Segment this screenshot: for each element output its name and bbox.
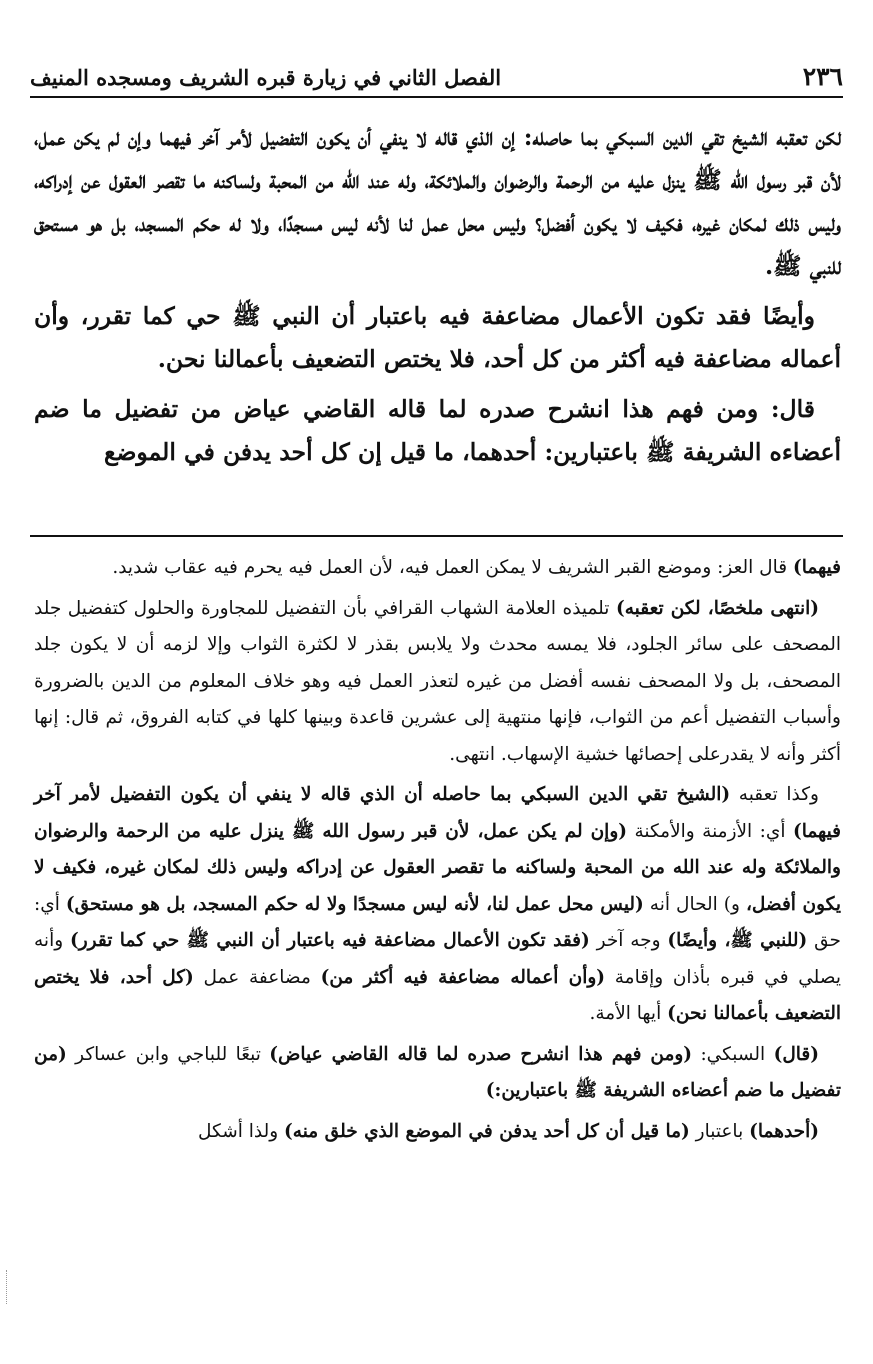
page-number: ٢٣٦ <box>802 62 843 91</box>
commentary-section <box>34 550 841 1154</box>
commentary-text: قال العز: وموضع القبر الشريف لا يمكن العمل فيه، لأن العمل فيه يحرم فيه عقاب شديد. <box>112 557 793 578</box>
commentary-text: وكذا تعقبه <box>730 784 819 805</box>
commentary-text: تبعًا للباجي وابن عساكر <box>66 1043 270 1065</box>
main-paragraph: لكن تعقبه الشيخ تقي الدين السبكي بما حاصله: إن الذي قاله لا ينفي أن يكون التفضيل لأمر آخر فيهما وإن لم يكن عمل، لأن قبر رسول الله ﷺ ينزل عليه من الرحمة والرضوان والملائكة، وله عند الله من المحبة ولساكنه ما تقصر العقول عن إدراكه، وليس ذلك لمكان غيره، فكيف لا يكون أفضل؟ وليس محل عمل لنا لأنه ليس مسجدًا، ولا له حكم المسجد، بل هو مستحق للنبي ﷺ. <box>34 123 841 280</box>
quoted-text: (أحدهما) <box>749 1120 819 1142</box>
scan-margin-mark <box>6 1270 8 1304</box>
commentary-text: وأنه يصلي في قبره بأذان وإقامة <box>34 930 841 988</box>
commentary-paragraph <box>34 777 841 1033</box>
commentary-text: أي: حق <box>34 893 841 951</box>
commentary-text: وجه آخر <box>589 930 668 951</box>
quoted-text: (ليس محل عمل لنا، لأنه ليس مسجدًا ولا له حكم المسجد، بل هو مستحق) <box>65 893 644 915</box>
commentary-text: و) الحال أنه <box>643 893 746 915</box>
quoted-text: (الشيخ تقي الدين السبكي بما حاصله أن الذي قاله لا ينفي أن يكون التفضيل لأمر آخر فيهما) <box>34 784 842 842</box>
commentary-text: مضاعفة عمل <box>193 966 321 988</box>
main-paragraph: قال: ومن فهم هذا انشرح صدره لما قاله القاضي عياض من تفضيل ما ضم أعضاءه الشريفة ﷺ باعتبارين: أحدهما، ما قيل إن كل أحد يدفن في الموضع <box>34 395 841 466</box>
quoted-text: (فقد تكون الأعمال مضاعفة فيه باعتبار أن النبي ﷺ حي كما تقرر) <box>70 930 590 951</box>
main-text <box>34 116 841 481</box>
commentary-paragraph <box>34 1037 841 1110</box>
chapter-title: الفصل الثاني في زيارة قبره الشريف ومسجده المنيف <box>30 65 502 90</box>
commentary-text: تلميذه العلامة الشهاب القرافي بأن التفضيل للمجاورة والحلول كتفضيل جلد المصحف على سائر الجلود، فلا يمسه محدث ولا يلابس بقذر لا لكثرة الثواب وإلا لزمه أن لا يكون جلد المصحف، بل ولا المصحف نفسه أفضل من غيره لتعذر العمل فيه وهو خلاف المعلوم من الدين بالضرورة وأسباب التفضيل أعم من الثواب، فإنها منتهية إلى عشرين قاعدة وبينها كلها في كتابه الفروق، ثم قال: إنها أكثر وأنه لا يقدرعلى إحصائها خشية الإسهاب. انتهى. <box>34 597 841 765</box>
commentary-text: باعتبار <box>689 1120 750 1142</box>
quoted-text: (انتهى ملخصًا، لكن تعقبه) <box>615 597 819 619</box>
quoted-text: (وإن لم يكن عمل، لأن قبر رسول الله ﷺ ينزل عليه من الرحمة والرضوان والملائكة وله عند الله من المحبة ولساكنه ما تقصر العقول عن إدراكه وليس ذلك لمكان غيره، فكيف لا يكون أفضل، <box>34 820 842 915</box>
quoted-text: (من تفضيل ما ضم أعضاءه الشريفة ﷺ باعتبارين:) <box>34 1043 841 1101</box>
quoted-text: (ما قيل أن كل أحد يدفن في الموضع الذي خلق منه) <box>284 1120 690 1142</box>
quoted-text: (وأن أعماله مضاعفة فيه أكثر من) <box>320 966 606 988</box>
commentary-text: ولذا أشكل <box>197 1120 285 1142</box>
commentary-paragraph <box>34 591 841 774</box>
commentary-paragraph <box>34 1114 841 1151</box>
main-paragraph: وأيضًا فقد تكون الأعمال مضاعفة فيه باعتبار أن النبي ﷺ حي كما تقرر، وأن أعماله مضاعفة فيه أكثر من كل أحد، فلا يختص التضعيف بأعمالنا نحن. <box>34 302 841 373</box>
commentary-text: أي: الأزمنة والأمكنة <box>627 820 793 842</box>
quoted-text: (للنبي ﷺ، وأيضًا) <box>667 930 808 951</box>
page-header <box>30 58 843 98</box>
quoted-text: (ومن فهم هذا انشرح صدره لما قاله القاضي عياض) <box>269 1043 693 1065</box>
commentary-text: السبكي: <box>692 1043 774 1065</box>
footnote-separator <box>30 535 843 537</box>
commentary-text: أيها الأمة. <box>589 1003 668 1024</box>
quoted-text: فيهما) <box>792 557 841 578</box>
quoted-text: (كل أحد، فلا يختص التضعيف بأعمالنا نحن) <box>34 966 841 1024</box>
commentary-paragraph <box>34 550 841 587</box>
quoted-text: (قال) <box>773 1043 819 1065</box>
